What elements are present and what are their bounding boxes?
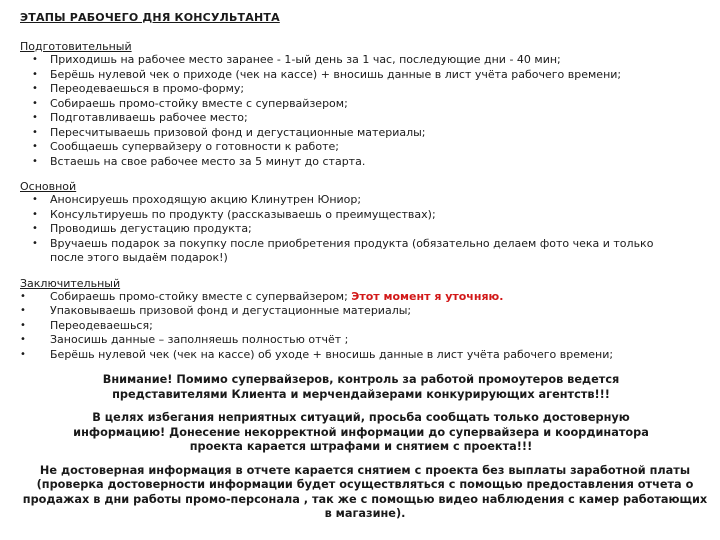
list-item: • Берёшь нулевой чек о приходе (чек на кассе) + вносишь данные в лист учёта рабочего времени; bbox=[32, 67, 622, 81]
list-item: • Собираешь промо-стойку вместе с супервайзером; bbox=[32, 96, 348, 110]
bullet-icon: • bbox=[32, 68, 38, 80]
section-main bbox=[20, 180, 702, 266]
bullet-icon: • bbox=[32, 194, 38, 205]
preparatory-list bbox=[20, 53, 702, 169]
list-item: • Сообщаешь супервайзеру о готовности к работе; bbox=[32, 140, 339, 153]
list-item: • Встаешь на свое рабочее место за 5 минут до старта. bbox=[32, 154, 366, 168]
list-item: • Заносишь данные – заполняешь полностью отчёт ; bbox=[20, 333, 349, 346]
list-item: • Переодеваешься; bbox=[20, 318, 153, 332]
section-title-main: Основной bbox=[20, 180, 77, 193]
list-item: • Консультируешь по продукту (рассказываешь о преимуществах); bbox=[32, 207, 436, 221]
bullet-icon: • bbox=[32, 208, 38, 220]
list-item: • Приходишь на рабочее место заранее - 1-ый день за 1 час, последующие дни - 40 мин; bbox=[32, 53, 561, 66]
notice-supervision: Внимание! Помимо супервайзеров, контроль за работой промоутеров ведется представителями Клиента и мерчендайзерами конкурирующих агентств!!! bbox=[102, 373, 620, 401]
notices-block bbox=[20, 373, 708, 522]
section-final bbox=[20, 277, 702, 363]
bullet-icon: • bbox=[32, 223, 38, 234]
bullet-icon: • bbox=[20, 290, 26, 302]
bullet-icon: • bbox=[20, 334, 26, 345]
list-item: • Переодеваешься в промо-форму; bbox=[32, 82, 245, 95]
warning-note: Этот момент я уточняю. bbox=[351, 289, 504, 303]
list-item: • Собираешь промо-стойку вместе с супервайзером; Этот момент я уточняю. bbox=[20, 289, 504, 303]
bullet-icon: • bbox=[32, 112, 38, 123]
list-item: • Берёшь нулевой чек (чек на кассе) об уходе + вносишь данные в лист учёта рабочего времени; bbox=[20, 347, 614, 361]
section-preparatory bbox=[20, 40, 702, 169]
bullet-icon: • bbox=[20, 348, 26, 360]
final-list bbox=[20, 290, 702, 363]
document-title: ЭТАПЫ РАБОЧЕГО ДНЯ КОНСУЛЬТАНТА bbox=[20, 11, 280, 24]
section-title-preparatory: Подготовительный bbox=[20, 40, 132, 53]
notice-accurate-info: В целях избегания неприятных ситуаций, просьба сообщать только достоверную информацию! Донесение некорректной информации до супервайзера и координатора проекта карается штрафами и снятием с проекта!!! bbox=[73, 411, 649, 453]
bullet-icon: • bbox=[32, 54, 38, 65]
list-item: • Вручаешь подарок за покупку после приобретения продукта (обязательно делаем фото чека и только после этого выдаём подарок!) bbox=[32, 236, 654, 264]
main-list bbox=[20, 193, 702, 266]
notice-penalty: Не достоверная информация в отчете карается снятием с проекта без выплаты заработной платы (проверка достоверности информации будет осуществляться с помощью предоставления отчета о продажах в дни работы промо-персонала , так же с помощью видео наблюдения с камер работающих в магазине). bbox=[22, 463, 708, 520]
section-title-final: Заключительный bbox=[20, 276, 121, 290]
list-item: • Упаковываешь призовой фонд и дегустационные материалы; bbox=[20, 304, 412, 317]
list-item: • Подготавливаешь рабочее место; bbox=[32, 111, 248, 124]
list-item: • Пересчитываешь призовой фонд и дегустационные материалы; bbox=[32, 125, 426, 139]
bullet-icon: • bbox=[32, 237, 38, 249]
list-item: • Проводишь дегустацию продукта; bbox=[32, 222, 252, 235]
bullet-icon: • bbox=[32, 155, 38, 167]
bullet-icon: • bbox=[32, 97, 38, 109]
bullet-icon: • bbox=[32, 141, 38, 152]
bullet-icon: • bbox=[20, 305, 26, 316]
list-item: • Анонсируешь проходящую акцию Клинутрен Юниор; bbox=[32, 193, 362, 206]
bullet-icon: • bbox=[32, 126, 38, 138]
bullet-icon: • bbox=[32, 83, 38, 94]
bullet-icon: • bbox=[20, 319, 26, 331]
